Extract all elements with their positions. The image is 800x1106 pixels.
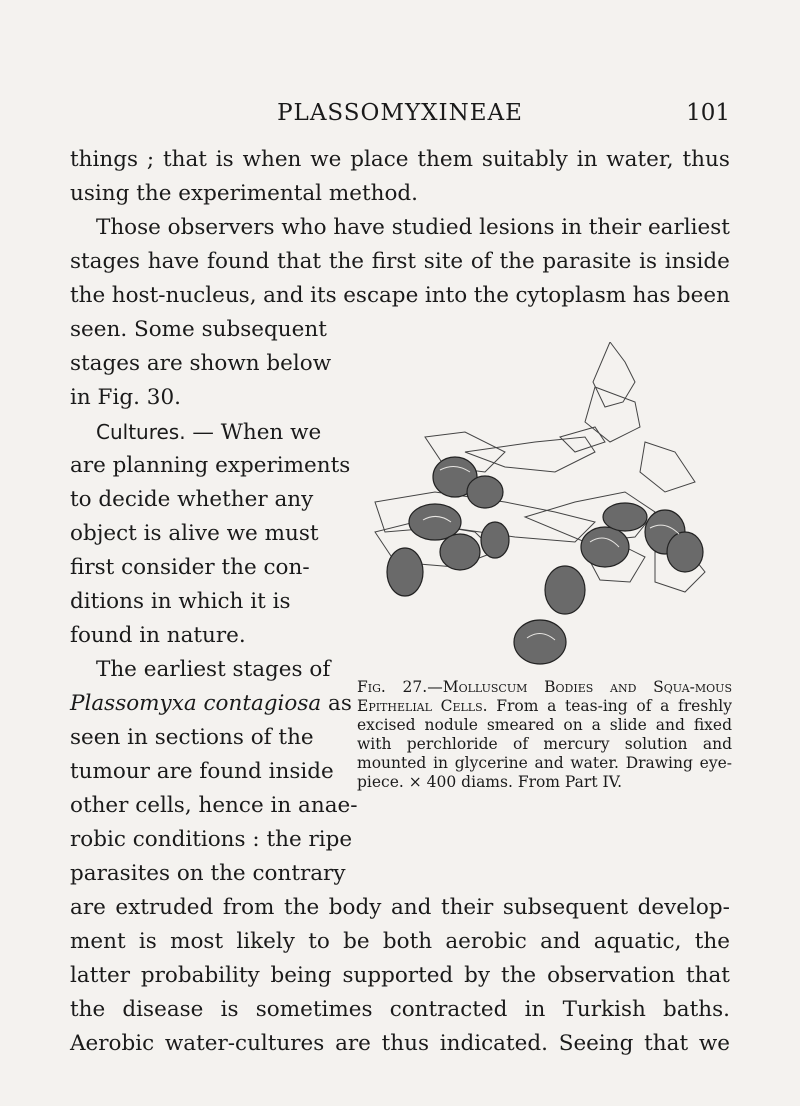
column-line: tumour are found inside <box>70 759 334 784</box>
column-line: The earliest stages of <box>96 657 331 682</box>
running-title: PLASSOMYXINEAE <box>277 100 523 126</box>
body-line: Those observers who have studied lesions in their earliest <box>96 215 730 240</box>
epithelial-cell-outline <box>585 387 640 442</box>
figure-caption <box>357 678 732 792</box>
molluscum-body <box>603 503 647 531</box>
column-line: seen in sections of the <box>70 725 314 750</box>
body-line: things ; that is when we place them suitably in water, thus <box>70 147 730 172</box>
molluscum-body <box>545 566 585 614</box>
molluscum-body <box>481 522 509 558</box>
body-line: are extruded from the body and their subsequent develop- <box>70 895 730 920</box>
section-heading-line <box>70 415 342 450</box>
column-line: object is alive we must <box>70 521 319 546</box>
body-line: stages have found that the first site of the parasite is inside <box>70 249 730 274</box>
molluscum-body <box>514 620 566 664</box>
figure-label: Fig. 27. <box>357 678 428 696</box>
figure-description: From a teas-ing of a freshly excised nodule smeared on a slide and fixed with perchloride of mercury solution and mounted in glycerine and water. Drawing eye-piece. × 400 diams. From Part IV. <box>357 697 732 791</box>
body-line: latter probability being supported by the observation that <box>70 963 730 988</box>
running-head <box>70 97 730 133</box>
section-heading-tail: — When we <box>185 420 322 445</box>
molluscum-body <box>581 527 629 567</box>
species-name: Plassomyxa contagiosa <box>70 691 322 716</box>
column-line: parasites on the contrary <box>70 861 346 886</box>
column-line: robic conditions : the ripe <box>70 827 353 852</box>
body-line: the disease is sometimes contracted in Turkish baths. <box>70 997 730 1022</box>
column-line: seen. Some subsequent <box>70 317 327 342</box>
molluscum-body <box>387 548 423 596</box>
body-line: the host-nucleus, and its escape into the cytoplasm has been <box>70 283 730 308</box>
column-line: in Fig. 30. <box>70 385 181 410</box>
epithelial-cell-outline <box>593 342 635 407</box>
section-heading-cultures: Cultures. <box>96 420 186 444</box>
molluscum-body <box>667 532 703 572</box>
body-line: using the experimental method. <box>70 181 418 206</box>
epithelial-cell-outline <box>560 427 605 452</box>
column-line: to decide whether any <box>70 487 314 512</box>
column-line: ditions in which it is <box>70 589 291 614</box>
column-line: are planning experiments <box>70 453 351 478</box>
column-line: stages are shown below <box>70 351 332 376</box>
column-line: found in nature. <box>70 623 246 648</box>
epithelial-cell-outline <box>640 442 695 492</box>
column-line: other cells, hence in anae- <box>70 793 358 818</box>
molluscum-cells-illustration <box>355 342 730 672</box>
page-number: 101 <box>686 100 730 126</box>
molluscum-body <box>440 534 480 570</box>
species-line <box>70 687 352 721</box>
column-line: first consider the con- <box>70 555 310 580</box>
body-line: ment is most likely to be both aerobic and aquatic, the <box>70 929 730 954</box>
body-line: Aerobic water-cultures are thus indicated. Seeing that we <box>70 1031 730 1056</box>
species-tail: as <box>321 691 352 716</box>
molluscum-body <box>467 476 503 508</box>
figure-title: —Molluscum Bodies and Squa-mous Epithelial Cells. <box>357 678 732 715</box>
